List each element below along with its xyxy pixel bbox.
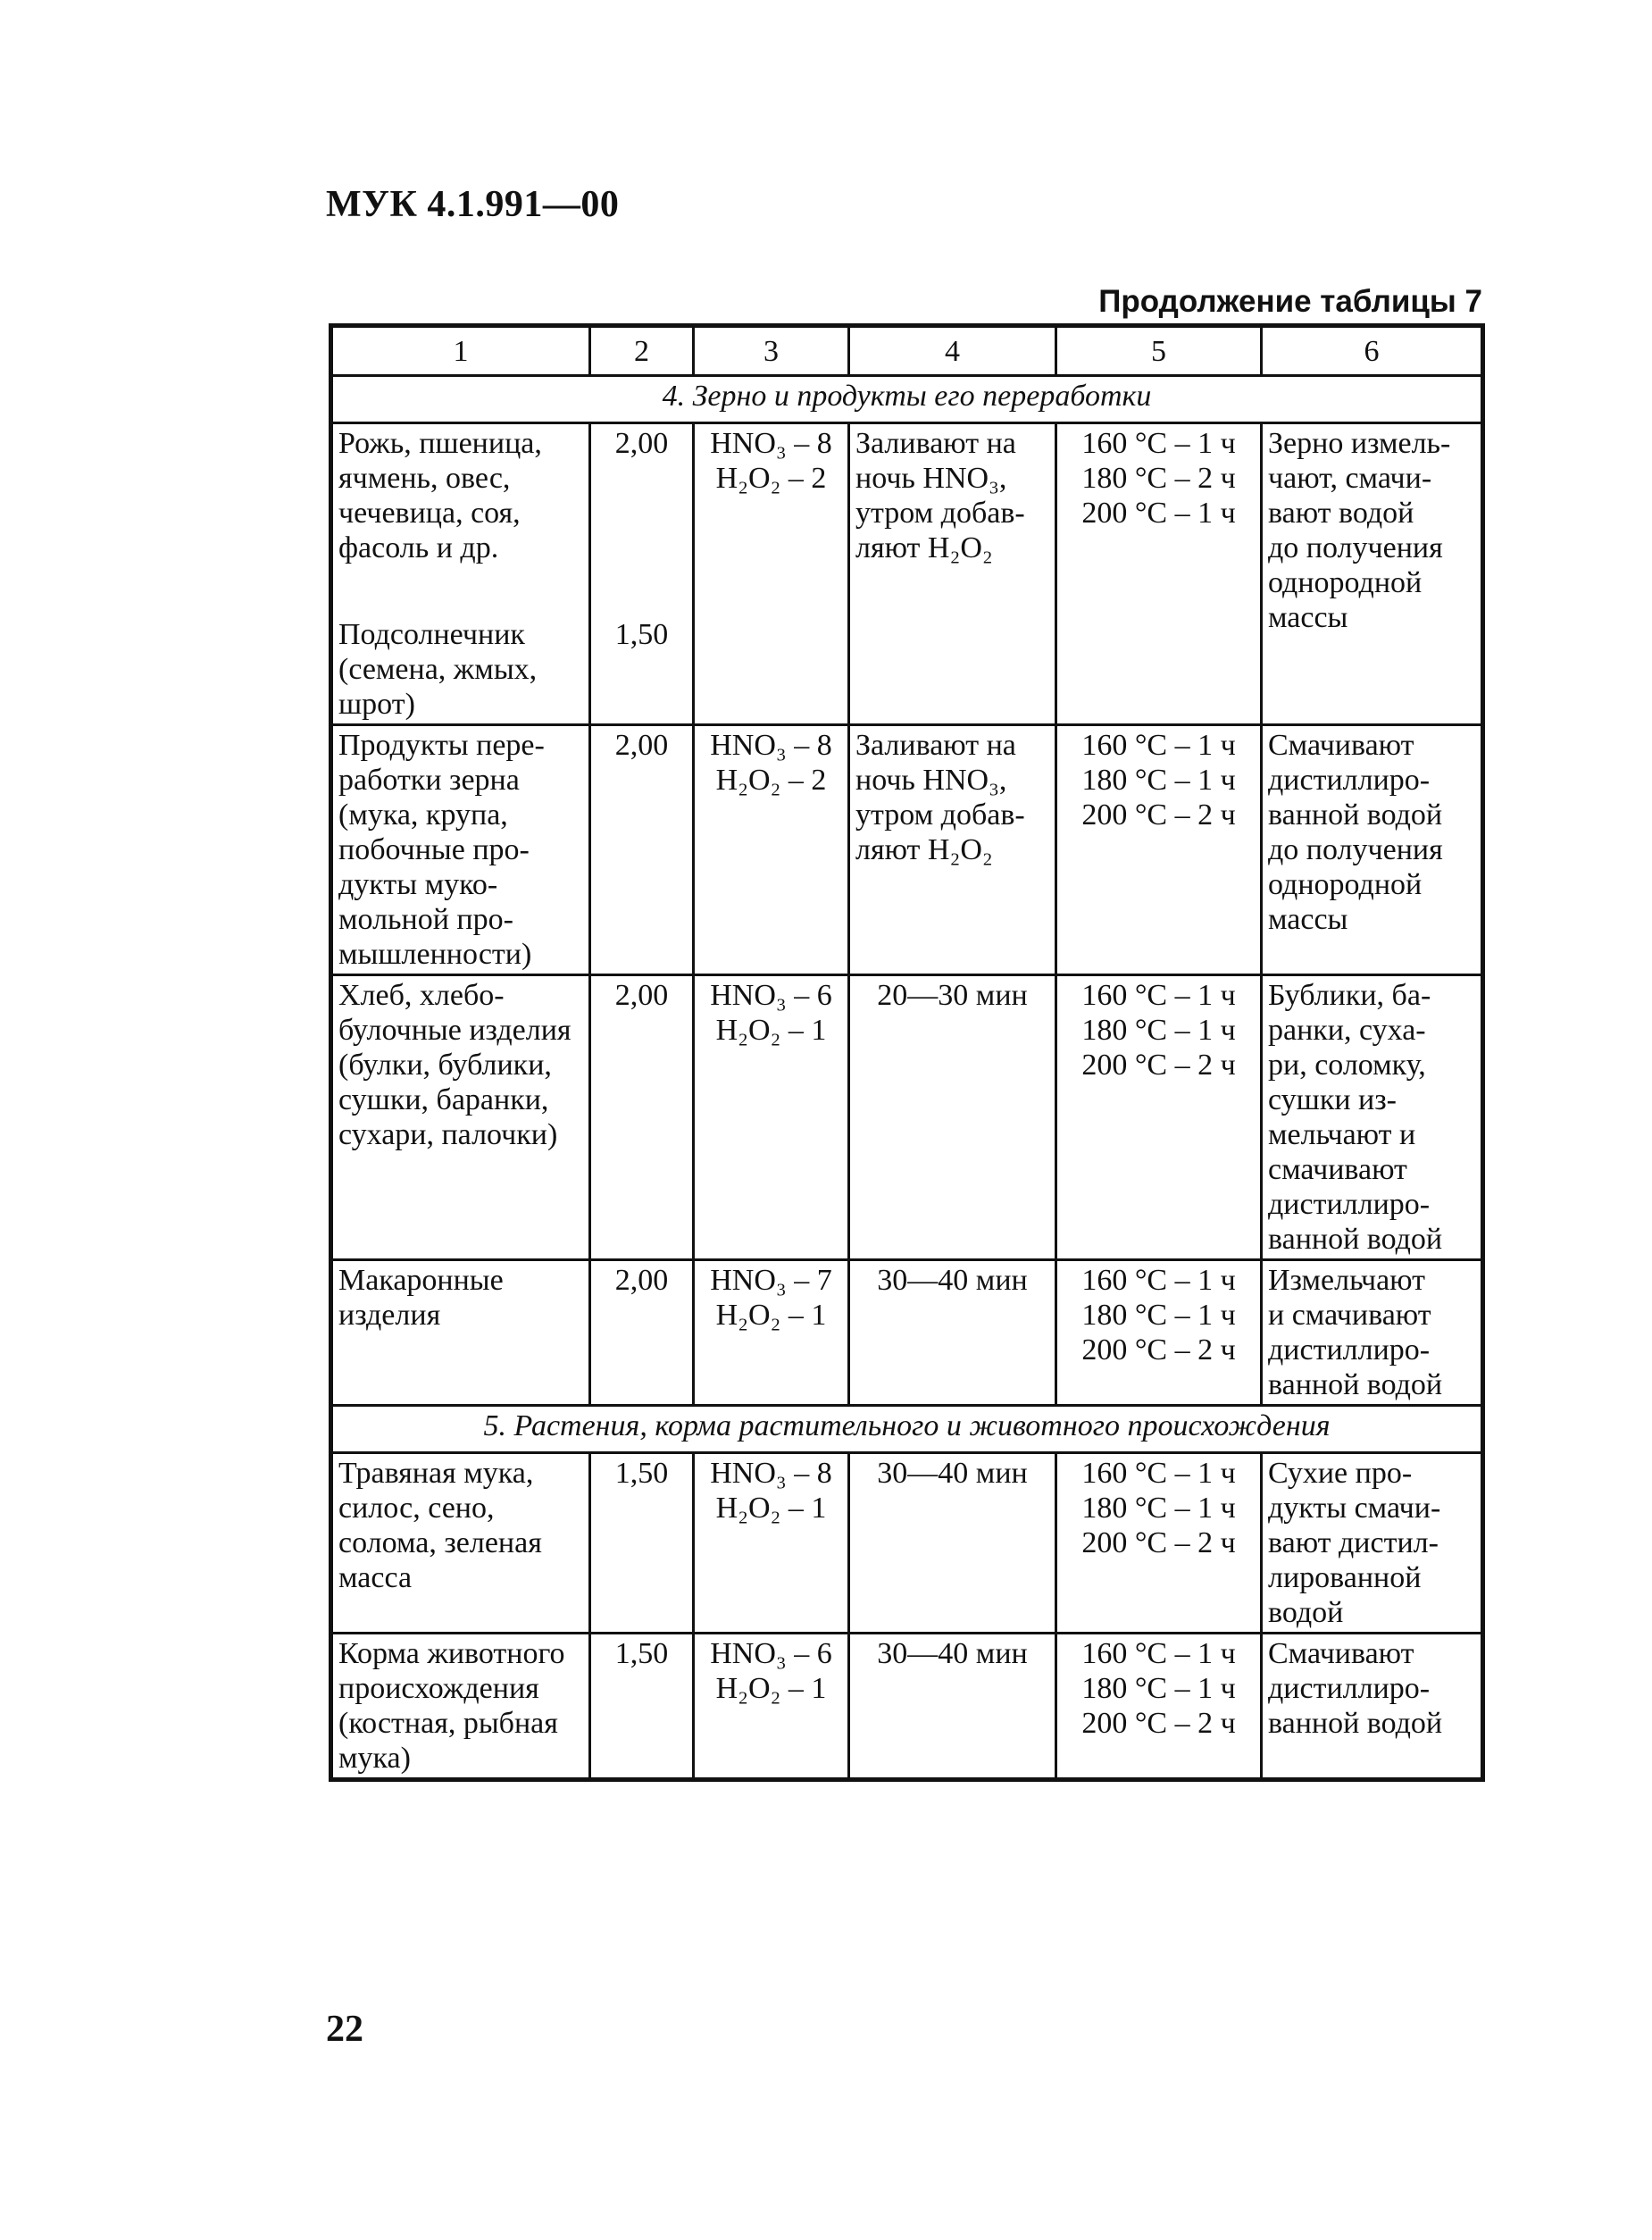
preparation-note-cell (1262, 1453, 1483, 1634)
table-row (331, 975, 1483, 1260)
reagents-cell (694, 1634, 849, 1780)
section-title: 5. Растения, корма растительного и животного происхождения (331, 1406, 1483, 1453)
sample-mass-cell (590, 1260, 694, 1406)
temperature-line: 180 °C – 2 ч (1081, 462, 1236, 495)
temperature-line: 160 °C – 1 ч (1081, 1264, 1236, 1297)
temperature-line: 200 °C – 2 ч (1081, 1707, 1236, 1740)
product-line: мольной про- (338, 903, 513, 936)
document-code: МУК 4.1.991—00 (326, 184, 620, 225)
treatment-line: ляют H₂O₂ (855, 833, 993, 866)
treatment-cell (849, 975, 1056, 1260)
treatment-line: ночь HNO₃, (855, 462, 1007, 495)
note-line: дистиллиро- (1268, 1672, 1431, 1705)
treatment-line: 20—30 мин (877, 979, 1028, 1012)
treatment-line: 30—40 мин (877, 1264, 1028, 1297)
product-line: Корма животного (338, 1637, 565, 1670)
product-line: (костная, рыбная (338, 1707, 558, 1740)
note-line: Смачивают (1268, 729, 1414, 762)
product-line: Травяная мука, (338, 1457, 534, 1490)
note-line: ванной водой (1268, 1223, 1443, 1256)
temperature-line: 200 °C – 2 ч (1081, 1526, 1236, 1559)
note-line: лированной (1268, 1561, 1422, 1594)
note-line: сушки из- (1268, 1083, 1397, 1116)
sample-mass: 1,50 (614, 1457, 669, 1490)
temperature-line: 200 °C – 2 ч (1081, 1333, 1236, 1367)
sample-mass-cell (590, 423, 694, 725)
sample-mass-cell (590, 975, 694, 1260)
product-line: (мука, крупа, (338, 798, 508, 832)
reagent-line: HNO₃ – 7 (710, 1264, 832, 1297)
note-line: массы (1268, 601, 1348, 634)
reagents-cell (694, 975, 849, 1260)
product-line: шрот) (338, 688, 415, 721)
product-line: ячмень, овес, (338, 462, 511, 495)
column-header: 5 (1056, 326, 1262, 376)
table-7 (329, 323, 1485, 1782)
treatment-cell (849, 1453, 1056, 1634)
preparation-note-cell (1262, 975, 1483, 1260)
note-line: однородной (1268, 868, 1423, 901)
temperature-line: 200 °C – 2 ч (1081, 798, 1236, 832)
reagents-cell (694, 423, 849, 725)
temperature-line: 180 °C – 1 ч (1081, 1299, 1236, 1332)
note-line: до получения (1268, 833, 1443, 866)
note-line: дистиллиро- (1268, 764, 1431, 797)
reagent-line: HNO₃ – 8 (710, 729, 832, 762)
product-line: солома, зеленая (338, 1526, 542, 1559)
note-line: дистиллиро- (1268, 1333, 1431, 1367)
reagent-line: H₂O₂ – 1 (715, 1672, 827, 1705)
treatment-cell (849, 1634, 1056, 1780)
product-line: работки зерна (338, 764, 520, 797)
product-line: Рожь, пшеница, (338, 427, 542, 460)
note-line: Сухие про- (1268, 1457, 1413, 1490)
note-line: Смачивают (1268, 1637, 1414, 1670)
column-header: 3 (694, 326, 849, 376)
reagents-cell (694, 1260, 849, 1406)
note-line: однородной (1268, 566, 1423, 599)
product-line: силос, сено, (338, 1492, 495, 1525)
reagent-line: H₂O₂ – 2 (715, 462, 827, 495)
product-cell (331, 1634, 590, 1780)
section-title: 4. Зерно и продукты его переработки (331, 376, 1483, 423)
note-line: ванной водой (1268, 1707, 1443, 1740)
temperature-line: 160 °C – 1 ч (1081, 979, 1236, 1012)
treatment-cell (849, 1260, 1056, 1406)
table-body (331, 376, 1483, 1780)
product-line: мука) (338, 1742, 411, 1775)
temperature-mode-cell (1056, 725, 1262, 975)
temperature-line: 160 °C – 1 ч (1081, 427, 1236, 460)
reagent-line: HNO₃ – 8 (710, 427, 832, 460)
temperature-mode-cell (1056, 1260, 1262, 1406)
sample-mass: 2,00 (614, 979, 669, 1012)
note-line: ранки, суха- (1268, 1014, 1426, 1047)
temperature-line: 180 °C – 1 ч (1081, 1672, 1236, 1705)
note-line: Бублики, ба- (1268, 979, 1431, 1012)
treatment-line: 30—40 мин (877, 1637, 1028, 1670)
product-line: Подсолнечник (338, 618, 525, 651)
note-line: чают, смачи- (1268, 462, 1432, 495)
note-line: мельчают и (1268, 1118, 1416, 1151)
preparation-note-cell (1262, 1634, 1483, 1780)
reagents-cell (694, 1453, 849, 1634)
note-line: вают водой (1268, 497, 1414, 530)
table-row (331, 1260, 1483, 1406)
reagent-line: HNO₃ – 8 (710, 1457, 832, 1490)
sample-mass: 2,00 (614, 1264, 669, 1297)
temperature-mode-cell (1056, 1634, 1262, 1780)
note-line: смачивают (1268, 1153, 1407, 1186)
sample-mass-cell (590, 725, 694, 975)
product-line: булочные изделия (338, 1014, 572, 1047)
reagent-line: H₂O₂ – 1 (715, 1014, 827, 1047)
temperature-line: 200 °C – 2 ч (1081, 1049, 1236, 1082)
reagent-line: H₂O₂ – 2 (715, 764, 827, 797)
product-line: побочные про- (338, 833, 530, 866)
note-line: ванной водой (1268, 1368, 1443, 1401)
sample-mass-cell (590, 1634, 694, 1780)
temperature-line: 200 °C – 1 ч (1081, 497, 1236, 530)
table-row (331, 423, 1483, 725)
temperature-mode-cell (1056, 975, 1262, 1260)
preparation-note-cell (1262, 725, 1483, 975)
treatment-line: ночь HNO₃, (855, 764, 1007, 797)
note-line: дукты смачи- (1268, 1492, 1441, 1525)
product-line: (булки, бублики, (338, 1049, 552, 1082)
product-cell (331, 725, 590, 975)
treatment-cell (849, 725, 1056, 975)
sample-mass: 2,00 (614, 427, 669, 460)
sample-mass: 1,50 (614, 1637, 669, 1670)
treatment-line: Заливают на (855, 729, 1016, 762)
temperature-line: 180 °C – 1 ч (1081, 764, 1236, 797)
note-line: и смачивают (1268, 1299, 1431, 1332)
sample-mass-cell (590, 1453, 694, 1634)
column-header: 4 (849, 326, 1056, 376)
product-line: Макаронные (338, 1264, 504, 1297)
treatment-line: утром добав- (855, 798, 1025, 832)
temperature-line: 180 °C – 1 ч (1081, 1014, 1236, 1047)
preparation-note-cell (1262, 423, 1483, 725)
product-line: (семена, жмых, (338, 653, 538, 686)
product-line: сушки, баранки, (338, 1083, 549, 1116)
note-line: до получения (1268, 531, 1443, 564)
section-heading-row (331, 1406, 1483, 1453)
reagent-line: HNO₃ – 6 (710, 1637, 832, 1670)
product-line: мышленности) (338, 938, 532, 971)
reagent-line: H₂O₂ – 1 (715, 1492, 827, 1525)
product-cell (331, 1260, 590, 1406)
product-cell (331, 975, 590, 1260)
product-line: Хлеб, хлебо- (338, 979, 505, 1012)
reagent-line: H₂O₂ – 1 (715, 1299, 827, 1332)
treatment-line: 30—40 мин (877, 1457, 1028, 1490)
product-line: дукты муко- (338, 868, 498, 901)
table-row (331, 725, 1483, 975)
reagents-cell (694, 725, 849, 975)
product-line: изделия (338, 1299, 441, 1332)
product-line: сухари, палочки) (338, 1118, 558, 1151)
treatment-line: ляют H₂O₂ (855, 531, 993, 564)
temperature-line: 160 °C – 1 ч (1081, 1457, 1236, 1490)
note-line: вают дистил- (1268, 1526, 1439, 1559)
column-header: 2 (590, 326, 694, 376)
spacer (597, 461, 687, 617)
note-line: массы (1268, 903, 1348, 936)
temperature-mode-cell (1056, 1453, 1262, 1634)
note-line: Измельчают (1268, 1264, 1425, 1297)
product-line: масса (338, 1561, 413, 1594)
page-number: 22 (326, 2009, 363, 2050)
temperature-line: 180 °C – 1 ч (1081, 1492, 1236, 1525)
temperature-line: 160 °C – 1 ч (1081, 729, 1236, 762)
treatment-line: утром добав- (855, 497, 1025, 530)
treatment-line: Заливают на (855, 427, 1016, 460)
note-line: ри, соломку, (1268, 1049, 1426, 1082)
note-line: водой (1268, 1596, 1344, 1629)
reagent-line: HNO₃ – 6 (710, 979, 832, 1012)
temperature-mode-cell (1056, 423, 1262, 725)
product-line: фасоль и др. (338, 531, 499, 564)
table-row (331, 1634, 1483, 1780)
sample-mass: 1,50 (614, 618, 669, 651)
product-line: чечевица, соя, (338, 497, 521, 530)
note-line: ванной водой (1268, 798, 1443, 832)
note-line: Зерно измель- (1268, 427, 1451, 460)
note-line: дистиллиро- (1268, 1188, 1431, 1221)
table-continuation-label: Продолжение таблицы 7 (1098, 284, 1482, 319)
product-line: Продукты пере- (338, 729, 545, 762)
table-row (331, 1453, 1483, 1634)
treatment-cell (849, 423, 1056, 725)
product-cell (331, 423, 590, 725)
temperature-line: 160 °C – 1 ч (1081, 1637, 1236, 1670)
column-header: 6 (1262, 326, 1483, 376)
column-header: 1 (331, 326, 590, 376)
product-line: происхождения (338, 1672, 539, 1705)
column-number-row (331, 326, 1483, 376)
sample-mass: 2,00 (614, 729, 669, 762)
section-heading-row (331, 376, 1483, 423)
product-cell (331, 1453, 590, 1634)
spacer (338, 565, 583, 617)
preparation-note-cell (1262, 1260, 1483, 1406)
